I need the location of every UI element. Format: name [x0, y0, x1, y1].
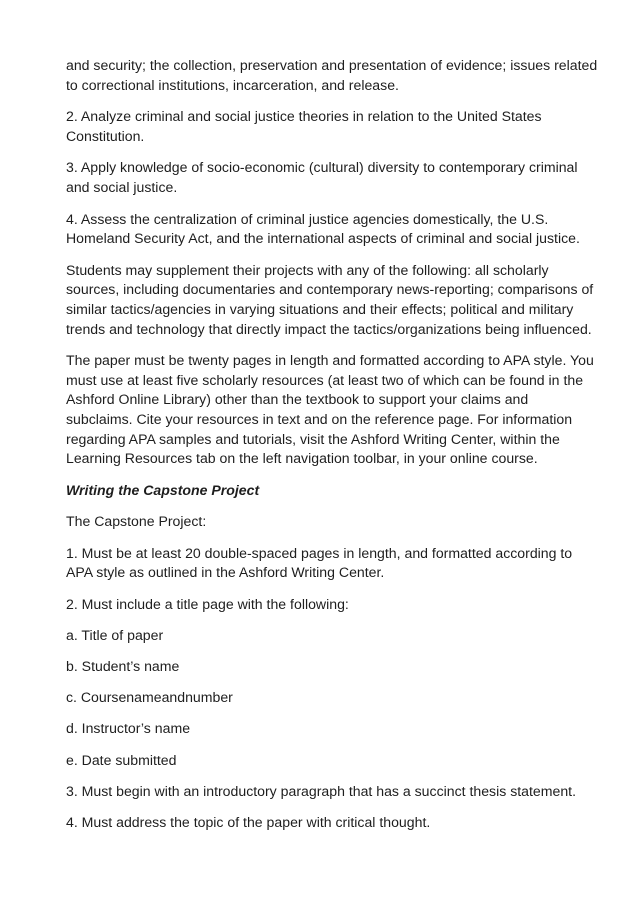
- paragraph-security-continuation: and security; the collection, preservation and presentation of evidence; issues related to correctional institutions, incarceration, and release.: [66, 57, 598, 93]
- requirement-item: 2. Must include a title page with the following:: [66, 595, 349, 612]
- requirement-item: 3. Must begin with an introductory paragraph that has a succinct thesis statement.: [66, 782, 576, 799]
- requirement-subitem: e. Date submitted: [66, 751, 177, 768]
- paragraph-objective-2: 2. Analyze criminal and social justice theories in relation to the United States Constitution.: [66, 108, 542, 144]
- document-page: [66, 56, 598, 844]
- section-heading: Writing the Capstone Project: [66, 481, 260, 498]
- requirement-subitem: b. Student’s name: [66, 658, 180, 675]
- requirement-subitem: c. Coursenameandnumber: [66, 689, 233, 706]
- paragraph-objective-4: 4. Assess the centralization of criminal justice agencies domestically, the U.S. Homeland Security Act, and the international aspects of criminal and social justice.: [66, 210, 580, 247]
- paragraph-objective-3: 3. Apply knowledge of socio-economic (cultural) diversity to contemporary criminal and social justice.: [66, 159, 578, 195]
- requirement-item: 1. Must be at least 20 double-spaced pages in length, and formatted according to APA style as outlined in the Ashford Writing Center.: [66, 544, 573, 581]
- paragraph-paper-requirements: The paper must be twenty pages in length and formatted according to APA style. You must use at least five scholarly resources (at least two of which can be found in the Ashford Online Library) other than the textbook to support your claims and subclaims. Cite your resources in text and on the reference page. For information regarding APA samples and tutorials, visit the Ashford Writing Center, within the Learning Resources tab on the left navigation toolbar, in your online course.: [66, 352, 594, 467]
- paragraph-supplement: Students may supplement their projects with any of the following: all scholarly sources, including documentaries and contemporary news-reporting; comparisons of similar tactics/agencies in varying situations and their effects; political and military trends and technology that directly impact the tactics/organizations being influenced.: [66, 261, 594, 337]
- requirement-item: 4. Must address the topic of the paper with critical thought.: [66, 813, 431, 830]
- section-intro: The Capstone Project:: [66, 513, 207, 530]
- requirement-subitem: d. Instructor’s name: [66, 720, 191, 737]
- requirement-subitem: a. Title of paper: [66, 626, 164, 643]
